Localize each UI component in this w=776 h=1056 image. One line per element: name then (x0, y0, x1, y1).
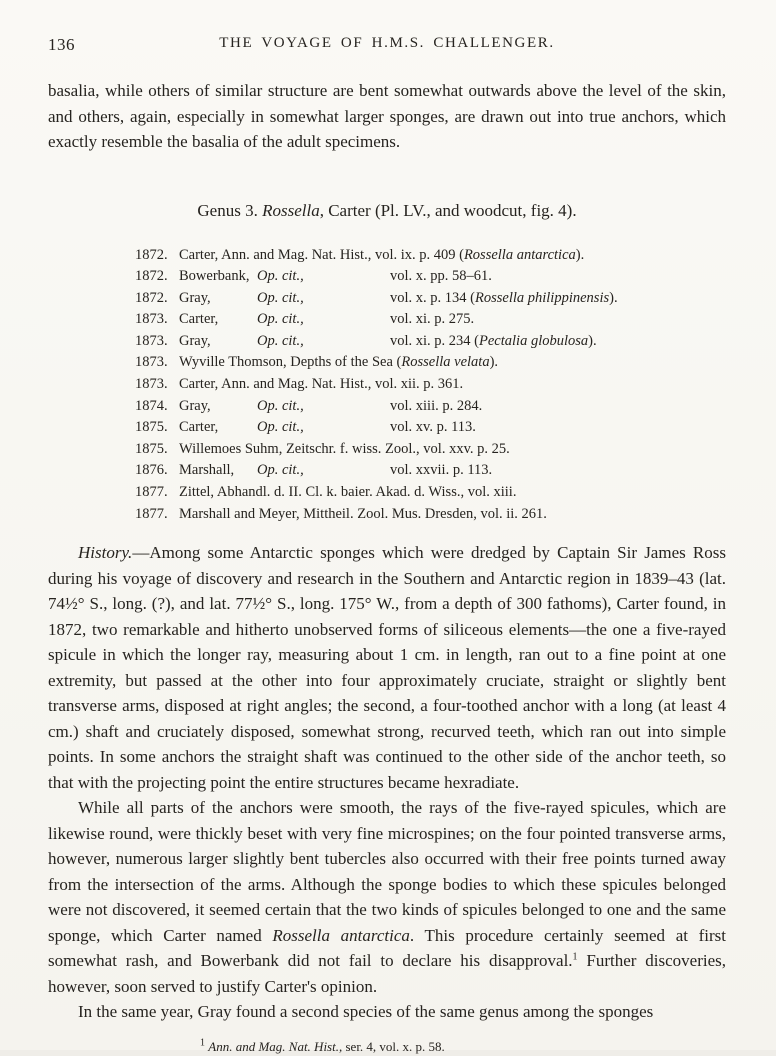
text-run: Wyville Thomson, Depths of the Sea ( (179, 354, 402, 371)
citation-author: Bowerbank, (179, 268, 250, 285)
citation-source (257, 396, 390, 418)
citation-year: 1872. (135, 246, 168, 263)
footnote-marker: 1 (572, 951, 578, 963)
text-run: Carter, Ann. and Mag. Nat. Hist., vol. xii. p. 361. (179, 376, 464, 393)
text-run: While all parts of the anchors were smooth, the rays of the five-rayed spicules, which are likewise round, were thickly beset with very fine microspines; on the four pointed transverse arms, however, numerous larger slightly bent tubercles also occurred with their free points turned away from the intersection of the arms. Although the sponge bodies to which these spicules belonged were not discovered, it seemed certain that the two kinds of spicules belonged to one and the same sponge, which Carter named (48, 798, 726, 945)
text-run: Further discoveries, however, soon served to justify Carter's opinion. (48, 951, 726, 996)
citation-author: Carter, (179, 311, 219, 328)
citation-text (179, 504, 716, 526)
citation-row (135, 352, 716, 374)
citation-year: 1872. (135, 289, 168, 306)
italic-text-run: Op. cit., (257, 311, 304, 328)
running-title: THE VOYAGE OF H.M.S. CHALLENGER. (219, 35, 555, 51)
italic-text-run: Op. cit., (257, 268, 304, 285)
italic-text-run: Op. cit., (257, 332, 304, 349)
text-run: ser. 4, vol. x. p. 58. (342, 1038, 445, 1054)
citation-source (257, 288, 390, 310)
text-run: In the same year, Gray found a second species of the same genus among the sponges (78, 1002, 654, 1022)
paragraph (48, 999, 726, 1025)
text-run: Carter, Ann. and Mag. Nat. Hist., vol. ix. p. 409 ( (179, 246, 464, 263)
citation-source (257, 309, 390, 331)
citation-volume (390, 396, 716, 418)
italic-text-run: Op. cit., (257, 289, 304, 306)
citation-row (135, 439, 716, 461)
citation-source (257, 460, 390, 482)
citation-year: 1875. (135, 440, 168, 457)
italic-text-run: Rossella velata (401, 354, 490, 371)
italic-text-run: Op. cit., (257, 462, 304, 479)
paragraph (48, 540, 726, 795)
italic-text-run: Rossella (262, 200, 320, 220)
citation-row (135, 266, 716, 288)
citation-row (135, 309, 716, 331)
citation-row (135, 482, 716, 504)
text-run: vol. xv. p. 113. (390, 419, 476, 436)
citation-volume (390, 266, 716, 288)
citation-volume (390, 309, 716, 331)
italic-text-run: Pectalia globulosa (479, 332, 589, 349)
footnote-marker: 1 (200, 1037, 205, 1049)
citation-volume (390, 460, 716, 482)
text-run: vol. xiii. p. 284. (390, 397, 483, 414)
text-run: ). (575, 246, 585, 263)
citation-text (179, 374, 716, 396)
citation-row (135, 504, 716, 526)
citation-text (179, 245, 716, 267)
genus-heading (48, 200, 726, 222)
citation-volume (390, 288, 716, 310)
text-run: vol. x. pp. 58–61. (390, 268, 492, 285)
citation-year: 1873. (135, 354, 168, 371)
text-run: ). (489, 354, 499, 371)
text-run: vol. x. p. 134 ( (390, 289, 475, 306)
citation-row (135, 288, 716, 310)
citation-volume (390, 417, 716, 439)
citation-year: 1874. (135, 397, 168, 414)
opening-paragraph (48, 78, 726, 155)
citation-author: Gray, (179, 332, 211, 349)
footnote (200, 1038, 726, 1056)
citation-year: 1873. (135, 376, 168, 393)
italic-text-run: Rossella philippinensis (474, 289, 610, 306)
citation-list (135, 245, 716, 526)
citation-year: 1872. (135, 268, 168, 285)
citation-year: 1876. (135, 462, 168, 479)
text-run: Zittel, Abhandl. d. II. Cl. k. baier. Akad. d. Wiss., vol. xiii. (179, 484, 517, 501)
text-run: vol. xi. p. 275. (390, 311, 475, 328)
text-run: basalia, while others of similar structure are bent somewhat outwards above the level of the skin, and others, again, especially in somewhat larger sponges, are drawn out into true anchors, which exactly resemble the basalia of the adult specimens. (48, 81, 726, 151)
paragraph (48, 795, 726, 999)
citation-author: Carter, (179, 419, 219, 436)
citation-author: Gray, (179, 397, 211, 414)
citation-row (135, 460, 716, 482)
citation-text (179, 482, 716, 504)
citation-source (257, 417, 390, 439)
text-run: Willemoes Suhm, Zeitschr. f. wiss. Zool., vol. xxv. p. 25. (179, 440, 510, 457)
citation-source (257, 266, 390, 288)
citation-volume (390, 331, 716, 353)
text-run: vol. xxvii. p. 113. (390, 462, 493, 479)
text-run: Marshall and Meyer, Mittheil. Zool. Mus. Dresden, vol. ii. 261. (179, 505, 547, 522)
text-run: ). (609, 289, 618, 306)
citation-row (135, 374, 716, 396)
text-run: . This procedure certainly seemed at first somewhat rash, and Bowerbank did not fail to declare his disapproval. (48, 925, 726, 971)
citation-row (135, 396, 716, 418)
citation-year: 1875. (135, 419, 168, 436)
page-header (48, 34, 726, 58)
citation-year: 1873. (135, 332, 168, 349)
italic-text-run: Op. cit., (257, 397, 304, 414)
citation-text (179, 352, 716, 374)
citation-text (179, 439, 716, 461)
text-run: vol. xi. p. 234 ( (390, 332, 480, 349)
text-run: Genus 3. (197, 200, 263, 220)
citation-year: 1873. (135, 311, 168, 328)
citation-year: 1877. (135, 484, 168, 501)
body-paragraphs (48, 540, 726, 1025)
italic-text-run: Rossella antarctica (272, 925, 410, 945)
italic-text-run: History. (78, 543, 133, 563)
text-run: , Carter (Pl. LV., and woodcut, fig. 4). (319, 200, 577, 220)
citation-row (135, 245, 716, 267)
citation-author: Gray, (179, 289, 211, 306)
text-run: ). (588, 332, 597, 349)
citation-row (135, 417, 716, 439)
citation-source (257, 331, 390, 353)
italic-text-run: Op. cit., (257, 419, 304, 436)
citation-author: Marshall, (179, 462, 235, 479)
citation-row (135, 331, 716, 353)
text-run: —Among some Antarctic sponges which were dredged by Captain Sir James Ross during his voyage of discovery and research in the Southern and Antarctic region in 1839–43 (lat. 74½° S., long. (?), and lat. 77½° S., long. 175° W., from a depth of 300 fathoms), Carter found, in 1872, two remarkable and hitherto unobserved forms of siliceous elements—the one a five-rayed spicule in which the longer ray, measuring about 1 cm. in length, ran out to a fine point at one extremity, but passed at the other into four approximately cruciate, straight or slightly bent transverse arms, disposed at right angles; the second, a four-toothed anchor with a long (at least 4 cm.) shaft and cruciately disposed, somewhat strong, recurved teeth, which ran out into simple points. In some anchors the straight shaft was continued to the other side of the anchor teeth, so that with the projecting point the entire structures became hexradiate. (48, 543, 726, 792)
italic-text-run: Ann. and Mag. Nat. Hist., (208, 1038, 343, 1054)
page-number: 136 (48, 35, 75, 54)
citation-year: 1877. (135, 505, 168, 522)
italic-text-run: Rossella antarctica (463, 246, 576, 263)
